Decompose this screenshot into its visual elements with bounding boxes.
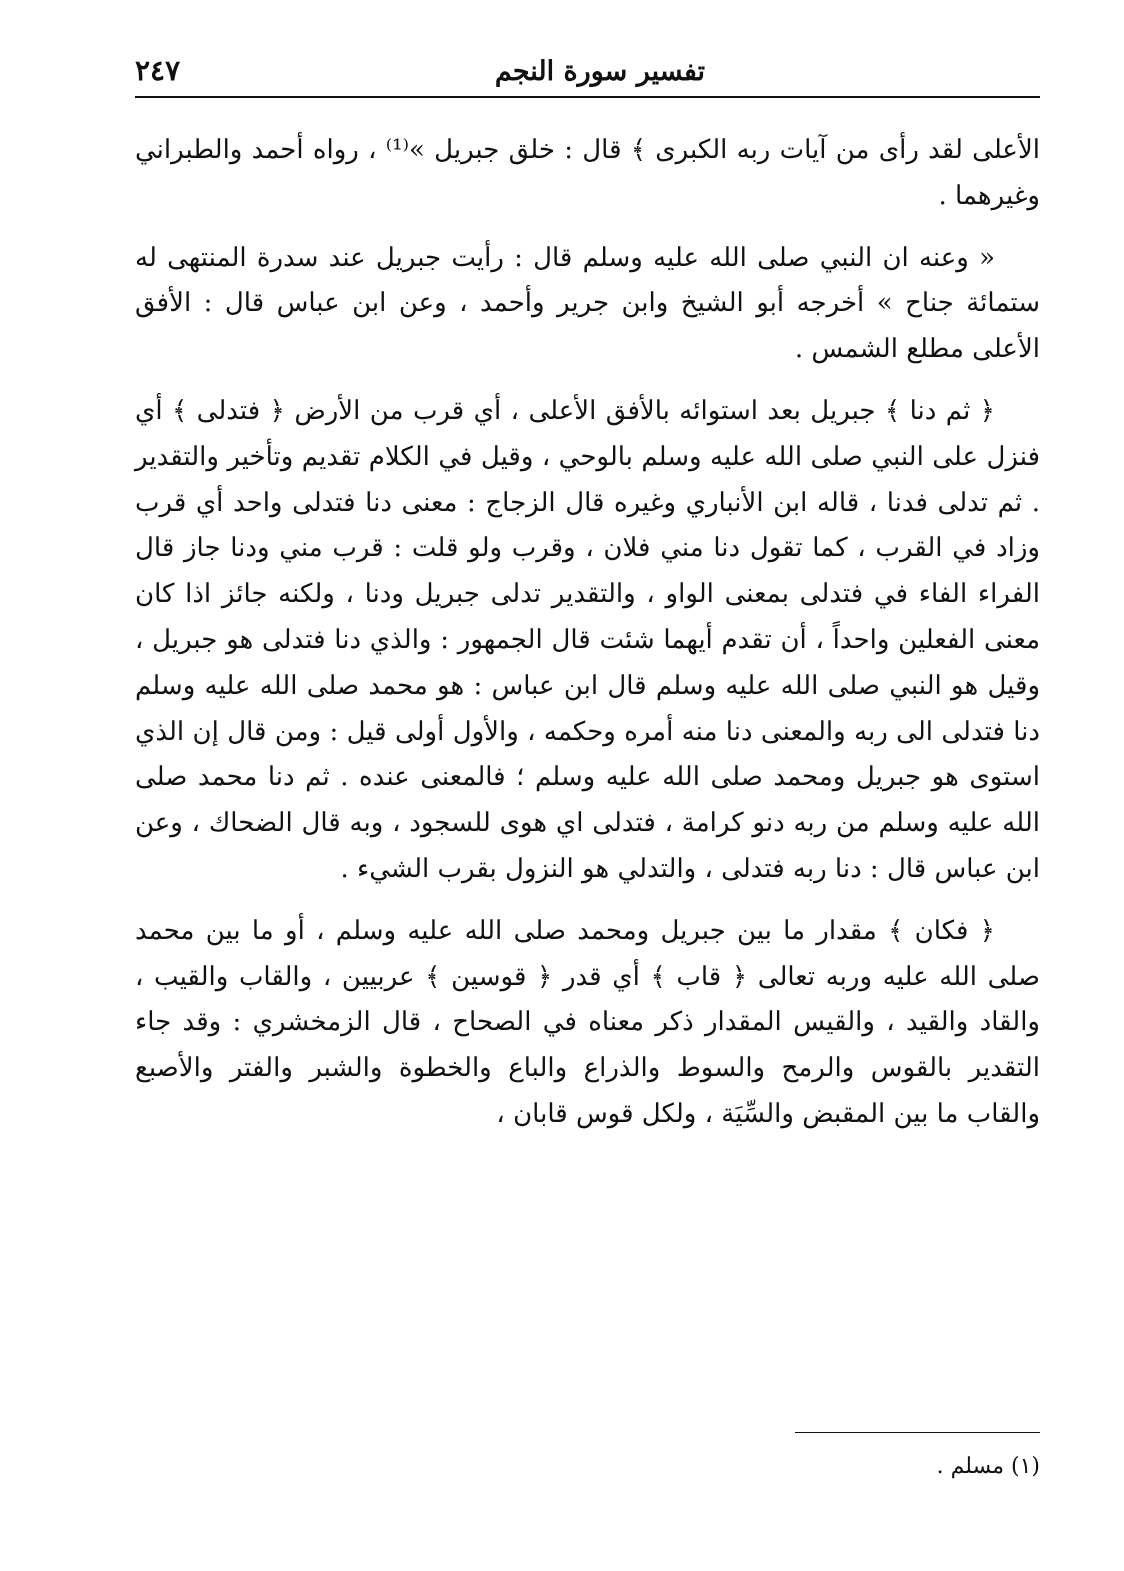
paragraph-2: « وعنه ان النبي صلى الله عليه وسلم قال : رأيت جبريل عند سدرة المنتهى له ستمائة جناح » أخرجه أبو الشيخ وابن جرير وأحمد ، وعن ابن عباس قال : الأفق الأعلى مطلع الشمس . bbox=[135, 242, 1040, 365]
paragraph-4: ﴿ فكان ﴾ مقدار ما بين جبريل ومحمد صلى الله عليه وسلم ، أو ما بين محمد صلى الله عليه وربه تعالى ﴿ قاب ﴾ أي قدر ﴿ قوسين ﴾ عربيين ، والقاب والقيب ، والقاد والقيد ، والقيس المقدار ذكر معناه في الصحاح ، قال الزمخشري : وقد جاء التقدير بالقوس والرمح والسوط والذراع والباع والخطوة والشبر والفتر والأصبع والقاب ما بين المقبض والسِّيَة ، ولكل قوس قابان ، bbox=[135, 915, 1040, 1129]
paragraph-1: الأعلى لقد رأى من آيات ربه الكبرى ﴾ قال : خلق جبريل »⁽¹⁾ ، رواه أحمد والطبراني وغيرهما . bbox=[135, 135, 1040, 211]
paragraph-3: ﴿ ثم دنا ﴾ جبريل بعد استوائه بالأفق الأعلى ، أي قرب من الأرض ﴿ فتدلى ﴾ أي فنزل على النبي صلى الله عليه وسلم بالوحي ، وقيل في الكلام تقديم وتأخير والتقدير . ثم تدلى فدنا ، قاله ابن الأنباري وغيره قال الزجاج : معنى دنا فتدلى واحد أي قرب وزاد في القرب ، كما تقول دنا مني فلان ، وقرب ولو قلت : قرب مني ودنا جاز قال الفراء الفاء في فتدلى بمعنى الواو ، والتقدير تدلى جبريل ودنا ، ولكنه جائز اذا كان معنى الفعلين واحداً ، أن تقدم أيهما شئت قال الجمهور : والذي دنا فتدلى هو جبريل ، وقيل هو النبي صلى الله عليه وسلم قال ابن عباس : هو محمد صلى الله عليه وسلم دنا فتدلى الى ربه والمعنى دنا منه أمره وحكمه ، والأول أولى قيل : ومن قال إن الذي استوى هو جبريل ومحمد صلى الله عليه وسلم ؛ فالمعنى عنده . ثم دنا محمد صلى الله عليه وسلم من ربه دنو كرامة ، فتدلى اي هوى للسجود ، وبه قال الضحاك ، وعن ابن عباس قال : دنا ربه فتدلى ، والتدلي هو النزول بقرب الشيء . bbox=[135, 395, 1040, 884]
running-title: تفسير سورة النجم bbox=[494, 56, 705, 87]
main-text bbox=[135, 128, 1040, 1154]
header-divider bbox=[135, 96, 1040, 98]
footnote: (١) مسلم . bbox=[936, 1454, 1040, 1479]
footnote-divider bbox=[795, 1432, 1040, 1433]
running-header bbox=[135, 50, 1040, 98]
page-number: ٢٤٧ bbox=[135, 54, 181, 87]
